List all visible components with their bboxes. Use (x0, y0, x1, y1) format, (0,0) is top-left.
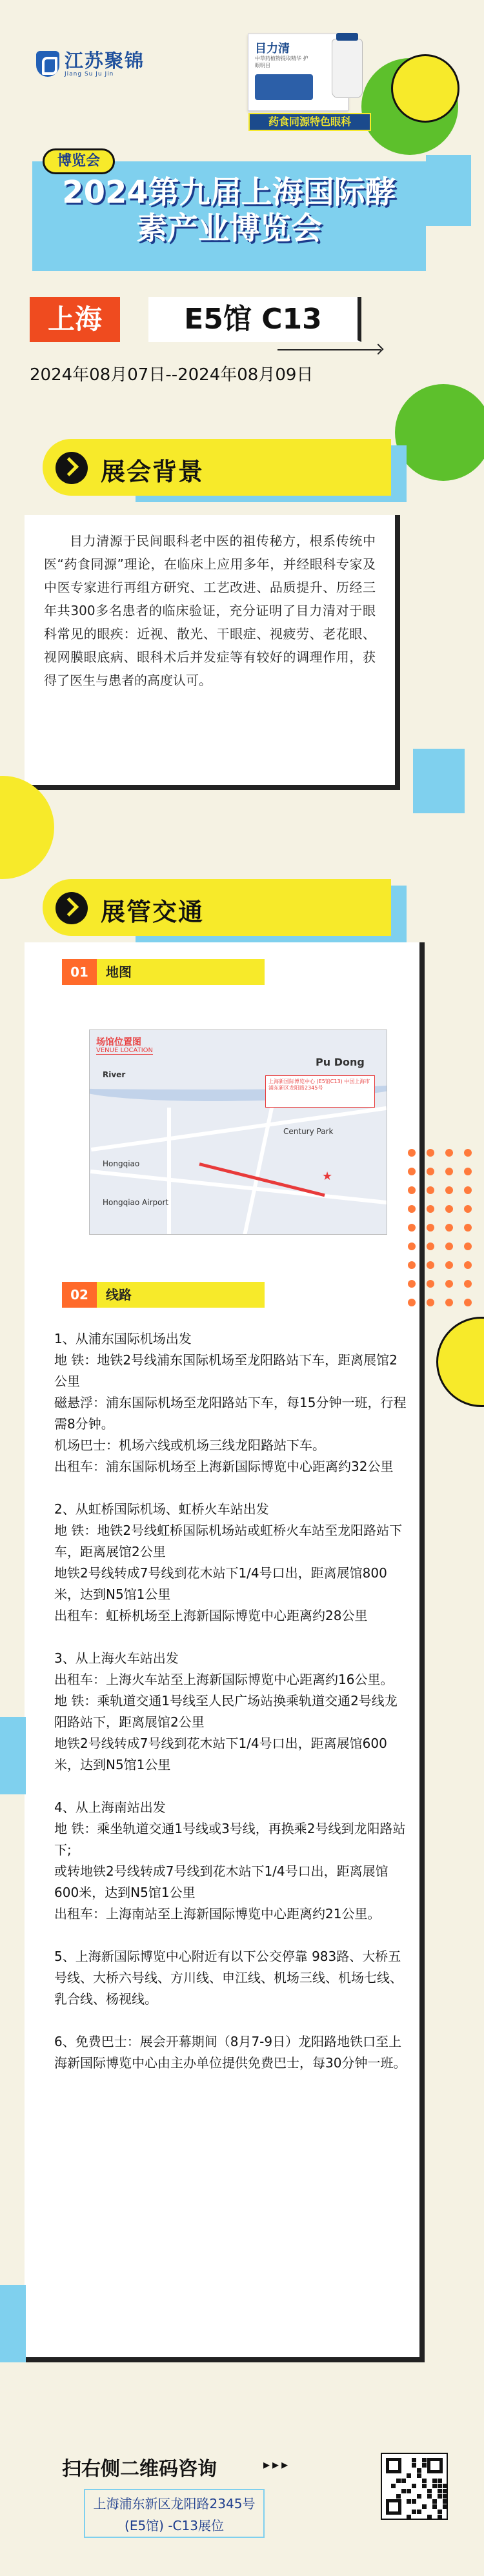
green-half-circle-right (395, 384, 484, 481)
chevron-right-icon-2 (55, 892, 88, 924)
route-line: 出租车：虹桥机场至上海新国际博览中心距离约28公里 (54, 1608, 368, 1623)
map-venue-info: 上海新国际博览中心 (E5馆C13) 中国上海市浦东新区龙阳路2345号 (265, 1075, 375, 1108)
yellow-half-circle-right (436, 1317, 484, 1407)
qr-module (438, 2489, 442, 2493)
route-line: 地 铁：乘坐轨道交通1号线或3号线，再换乘2号线到龙阳路站下; (54, 1821, 406, 1858)
route-heading: 5、上海新国际博览中心附近有以下公交停靠 983路、大桥五号线、大桥六号线、方川线、申江线、机场三线、机场七线、乳合线、杨视线。 (54, 1949, 403, 2007)
brand-logo (36, 50, 145, 77)
route-line: 出租车：上海火车站至上海新国际博览中心距离约16公里。 (54, 1672, 394, 1687)
route-spacer (54, 1776, 408, 1797)
map-pin-icon: ★ (322, 1170, 333, 1183)
map-label-hongqiao: Hongqiao (103, 1159, 140, 1168)
qr-module (417, 2510, 421, 2514)
qr-module (417, 2494, 421, 2499)
product-box-art (255, 74, 313, 100)
qr-module (422, 2479, 427, 2483)
section-title-background: 展会背景 (101, 458, 205, 486)
qr-module (407, 2473, 411, 2478)
route-heading: 2、从虹桥国际机场、虹桥火车站出发 (54, 1501, 269, 1517)
background-card (25, 515, 400, 790)
qr-module (401, 2489, 406, 2493)
route-line: 地 铁：乘轨道交通1号线至人民广场站换乘轨道交通2号线龙阳路站下，距离展馆2公里 (54, 1693, 398, 1730)
qr-code-image[interactable] (381, 2453, 448, 2520)
address-box (84, 2489, 265, 2538)
blue-block-mid-right (413, 749, 465, 813)
hall-label: E5馆 C13 (148, 297, 361, 342)
qr-module (443, 2489, 447, 2493)
section-banner-transport (43, 879, 391, 936)
qr-module (422, 2484, 427, 2488)
map-road-1 (91, 1106, 387, 1151)
map-label-airport: Hongqiao Airport (103, 1198, 169, 1207)
route-tag-number: 02 (62, 1282, 97, 1308)
route-spacer (54, 2010, 408, 2031)
expo-date: 2024年08月07日--2024年08月09日 (30, 365, 314, 385)
expo-title-line2: 素产业博览会 (136, 210, 322, 247)
qr-module (438, 2479, 442, 2483)
address-line2: (E5馆) -C13展位 (125, 2518, 224, 2533)
route-list (54, 1328, 408, 2074)
qr-module (396, 2479, 401, 2483)
triple-arrow-icon: ▸▸▸ (263, 2457, 291, 2472)
qr-module (443, 2504, 447, 2509)
blue-block-bottom-left (0, 1717, 26, 1794)
expo-title-line1: 2024第九届上海国际酵 (62, 174, 396, 210)
qr-module (422, 2458, 427, 2462)
qr-finder-mark (427, 2458, 443, 2473)
map-label-park: Century Park (283, 1127, 334, 1136)
qr-module (407, 2515, 411, 2519)
route-tag (62, 1282, 265, 1308)
map-road-3 (243, 1096, 276, 1235)
route-line: 机场巴士：机场六线或机场三线龙阳路站下车。 (54, 1437, 325, 1453)
qr-finder-mark (386, 2458, 401, 2473)
section-banner-background (43, 439, 391, 496)
route-spacer (54, 1627, 408, 1648)
route-tag-label: 线路 (97, 1282, 265, 1308)
qr-module (401, 2479, 406, 2483)
chevron-right-icon (55, 452, 88, 484)
qr-module (417, 2473, 421, 2478)
route-line: 地 铁：地铁2号线浦东国际机场至龙阳路站下车，距离展馆2公里 (54, 1352, 398, 1389)
qr-module (432, 2504, 437, 2509)
route-heading: 6、免费巴士：展会开幕期间（8月7-9日）龙阳路地铁口至上海新国际博览中心由主办单位提供免费巴士，每30分钟一班。 (54, 2034, 407, 2071)
product-title: 目力清 (255, 42, 290, 56)
route-heading: 1、从浦东国际机场出发 (54, 1331, 192, 1346)
map-label-river: River (103, 1070, 126, 1079)
qr-module (432, 2479, 437, 2483)
scan-consult-text: 扫右侧二维码咨询 (62, 2458, 217, 2480)
qr-module (443, 2494, 447, 2499)
map-tag (62, 959, 265, 985)
yellow-circle-mid-left (0, 776, 54, 879)
orange-dot-grid (408, 1149, 472, 1306)
yellow-circle-top-right (391, 54, 459, 123)
map-tag-label: 地图 (97, 959, 265, 985)
blue-block-right (426, 155, 471, 226)
product-label-banner: 药食同源特色眼科 (248, 113, 371, 131)
background-text: 目力清源于民间眼科老中医的祖传秘方，根系传统中医“药食同源”理论，在临床上应用多年，并经眼科专家及中医专家进行再组方研究、工艺改进、品质提升、历经三年共300多名患者的临床验证，充分证明了目力清对于眼科常见的眼疾：近视、散光、干眼症、视疲劳、老花眼、视网膜眼底病、眼科术后并发症等有较好的调理作用，获得了医生与患者的高度认可。 (44, 533, 376, 688)
route-spacer (54, 1925, 408, 1946)
qr-module (427, 2494, 432, 2499)
qr-module (407, 2499, 411, 2504)
qr-module (422, 2504, 427, 2509)
product-subtitle: 中草药植物提取精华 护眼明目 (255, 56, 308, 68)
qr-module (412, 2499, 416, 2504)
venue-location-map (89, 1029, 387, 1235)
route-heading: 3、从上海火车站出发 (54, 1650, 179, 1666)
route-line: 磁悬浮：浦东国际机场至龙阳路站下车，每15分钟一班，行程需8分钟。 (54, 1395, 407, 1432)
qr-module (422, 2463, 427, 2468)
qr-module (396, 2494, 401, 2499)
product-bottle-image (332, 39, 363, 98)
qr-module (427, 2515, 432, 2519)
qr-module (407, 2489, 411, 2493)
qr-module (443, 2499, 447, 2504)
qr-module (412, 2463, 416, 2468)
qr-module (412, 2510, 416, 2514)
route-spacer (54, 1477, 408, 1499)
city-label: 上海 (30, 297, 120, 342)
qr-module (443, 2484, 447, 2488)
qr-finder-mark (386, 2499, 401, 2515)
qr-module (391, 2484, 396, 2488)
blue-block-bottom-left-2 (0, 2285, 26, 2362)
logo-name-cn: 江苏聚锦 (65, 50, 145, 72)
map-title-en: VENUE LOCATION (96, 1047, 153, 1054)
qr-module (432, 2484, 437, 2488)
route-line: 地铁2号线转成7号线到花木站下1/4号口出，距离展馆800米，达到N5馆1公里 (54, 1565, 387, 1602)
route-line: 地 铁：地铁2号线虹桥国际机场站或虹桥火车站至龙阳路站下车，距离展馆2公里 (54, 1523, 403, 1559)
qr-module (417, 2468, 421, 2473)
route-line: 出租车：上海南站至上海新国际博览中心距离约21公里。 (54, 1906, 381, 1922)
qr-module (438, 2484, 442, 2488)
qr-module (412, 2484, 416, 2488)
qr-module (432, 2499, 437, 2504)
logo-shield-icon (36, 51, 59, 77)
arrow-right-icon (277, 349, 381, 350)
map-label-pudong: Pu Dong (316, 1056, 365, 1068)
expo-tag: 博览会 (43, 148, 115, 174)
route-line: 或转地铁2号线转成7号线到花木站下1/4号口出，距离展馆600米，达到N5馆1公里 (54, 1863, 388, 1900)
route-heading: 4、从上海南站出发 (54, 1800, 166, 1815)
section-title-transport: 展管交通 (101, 898, 205, 926)
qr-module (427, 2489, 432, 2493)
qr-module (412, 2458, 416, 2462)
map-route-line (199, 1162, 325, 1197)
route-line: 地铁2号线转成7号线到花木站下1/4号口出，距离展馆600米，达到N5馆1公里 (54, 1736, 387, 1772)
map-tag-number: 01 (62, 959, 97, 985)
address-line1: 上海浦东新区龙阳路2345号 (93, 2496, 256, 2511)
expo-title (39, 174, 419, 247)
map-road-2 (167, 1108, 171, 1235)
route-line: 出租车：浦东国际机场至上海新国际博览中心距离约32公里 (54, 1459, 394, 1474)
qr-module (438, 2494, 442, 2499)
logo-name-en: Jiang Su Ju Jin (65, 71, 114, 77)
qr-module (438, 2510, 442, 2514)
map-title-cn: 场馆位置图 (96, 1037, 141, 1048)
qr-module (438, 2515, 442, 2519)
